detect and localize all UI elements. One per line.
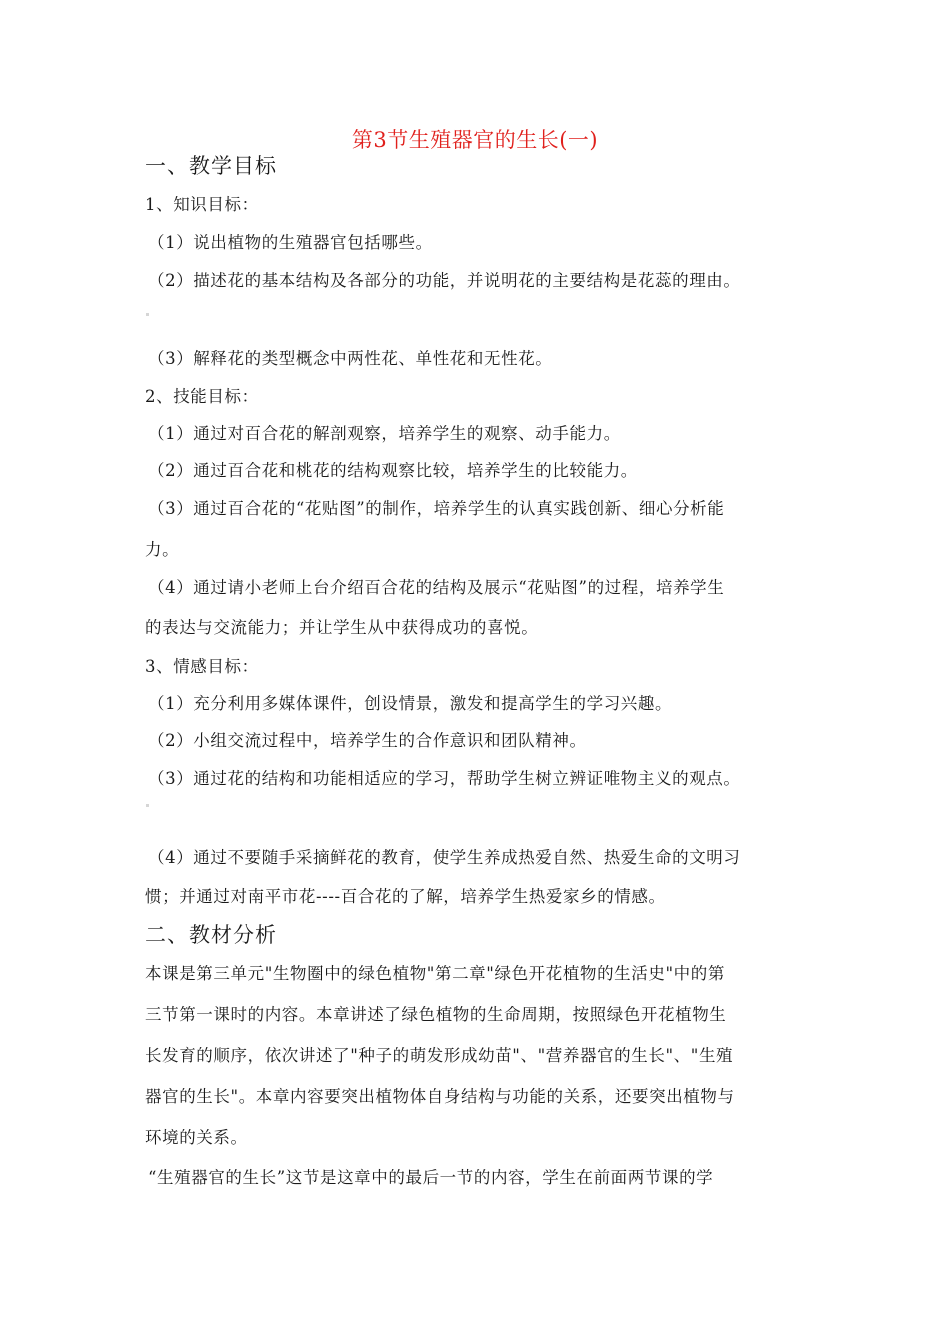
emotion-goal-item: （4）通过不要随手采摘鲜花的教育，使学生养成热爱自然、热爱生命的文明习 [148, 848, 741, 867]
skill-goal-label: 2、技能目标： [145, 387, 259, 406]
skill-goal-item: （4）通过请小老师上台介绍百合花的结构及展示“花贴图”的过程，培养学生 [148, 578, 725, 597]
paragraph-mark [146, 804, 149, 807]
analysis-line: 三节第一课时的内容。本章讲述了绿色植物的生命周期，按照绿色开花植物生 [145, 1005, 727, 1024]
paragraph-mark [146, 313, 149, 316]
analysis-line: 器官的生长"。本章内容要突出植物体自身结构与功能的关系，还要突出植物与 [145, 1087, 735, 1106]
skill-goal-item-continued: 的表达与交流能力；并让学生从中获得成功的喜悦。 [145, 618, 539, 637]
knowledge-goal-item: （1）说出植物的生殖器官包括哪些。 [148, 233, 433, 252]
emotion-goal-item-continued: 惯；并通过对南平市花----百合花的了解，培养学生热爱家乡的情感。 [145, 887, 666, 906]
document-title: 第3节生殖器官的生长(一) [351, 128, 599, 152]
analysis-line: 长发育的顺序，依次讲述了"种子的萌发形成幼苗"、"营养器官的生长"、"生殖 [145, 1046, 734, 1065]
emotion-goal-item: （1）充分利用多媒体课件，创设情景，激发和提高学生的学习兴趣。 [148, 694, 673, 713]
analysis-line: 本课是第三单元"生物圈中的绿色植物"第二章"绿色开花植物的生活史"中的第 [145, 964, 725, 983]
analysis-line: 环境的关系。 [145, 1128, 248, 1147]
analysis-line: “生殖器官的生长”这节是这章中的最后一节的内容，学生在前面两节课的学 [148, 1168, 714, 1187]
knowledge-goal-item: （2）描述花的基本结构及各部分的功能，并说明花的主要结构是花蕊的理由。 [148, 271, 741, 290]
knowledge-goal-label: 1、知识目标： [145, 195, 259, 214]
emotion-goal-item: （2）小组交流过程中，培养学生的合作意识和团队精神。 [148, 731, 587, 750]
skill-goal-item-continued: 力。 [145, 540, 180, 559]
knowledge-goal-item: （3）解释花的类型概念中两性花、单性花和无性花。 [148, 349, 553, 368]
emotion-goal-label: 3、情感目标： [145, 657, 259, 676]
skill-goal-item: （3）通过百合花的“花贴图”的制作，培养学生的认真实践创新、细心分析能 [148, 499, 725, 518]
section-heading-objectives: 一、教学目标 [145, 154, 277, 178]
emotion-goal-item: （3）通过花的结构和功能相适应的学习，帮助学生树立辨证唯物主义的观点。 [148, 769, 741, 788]
skill-goal-item: （2）通过百合花和桃花的结构观察比较，培养学生的比较能力。 [148, 461, 638, 480]
section-heading-analysis: 二、教材分析 [145, 923, 277, 947]
skill-goal-item: （1）通过对百合花的解剖观察，培养学生的观察、动手能力。 [148, 424, 621, 443]
